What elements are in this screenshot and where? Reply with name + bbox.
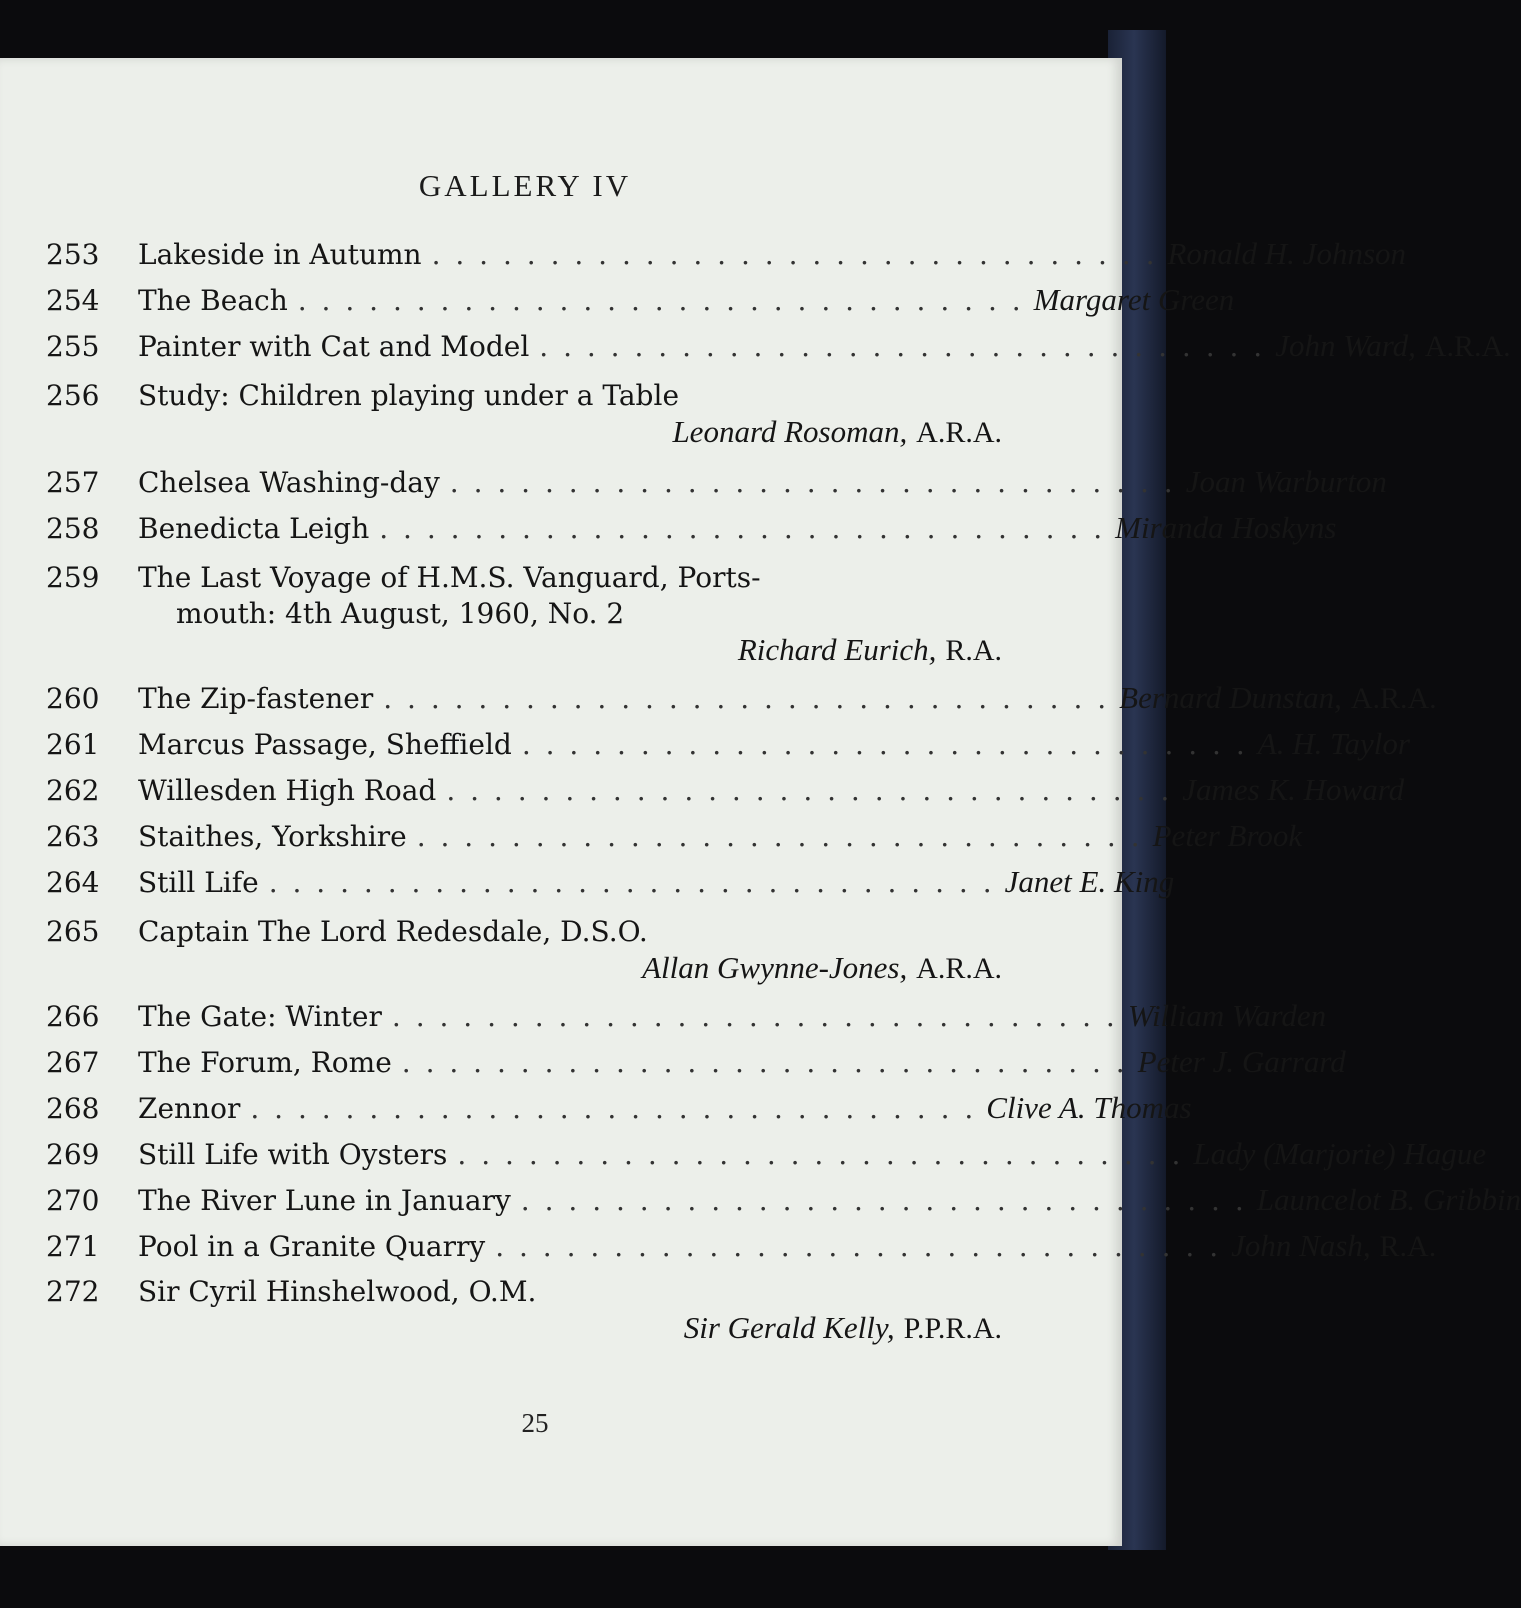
catalogue-entry [46, 378, 1002, 450]
entry-artist: Richard Eurich, [737, 632, 937, 667]
dot-leader: . . . . . . . . . . . . . . . . . . . . . . . . . . . . . . . [446, 774, 1173, 807]
dot-leader: . . . . . . . . . . . . . . . . . . . . . . . . . . . . . . . [521, 728, 1248, 761]
entry-artist: Joan Warburton [1185, 464, 1387, 499]
catalogue-entry [46, 1090, 1192, 1126]
entry-number: 265 [46, 915, 100, 948]
dot-leader: . . . . . . . . . . . . . . . . . . . . . . . . . . . . . . . [431, 238, 1158, 271]
entry-title: Lakeside in Autumn [138, 238, 422, 271]
catalogue-entry [46, 510, 1337, 546]
dot-leader: . . . . . . . . . . . . . . . . . . . . . . . . . . . . . . . [383, 682, 1110, 715]
entry-number: 255 [46, 330, 100, 363]
entry-number: 269 [46, 1138, 100, 1171]
entry-number: 260 [46, 682, 100, 715]
dot-leader: . . . . . . . . . . . . . . . . . . . . . . . . . . . . . . . [449, 466, 1176, 499]
dot-leader: . . . . . . . . . . . . . . . . . . . . . . . . . . . . . . . [250, 1092, 977, 1125]
entry-artist: Leonard Rosoman, [672, 414, 908, 449]
entry-title: Painter with Cat and Model [138, 330, 530, 363]
entry-artist: John Nash, [1231, 1228, 1371, 1263]
entry-title: Sir Cyril Hinshelwood, O.M. [138, 1275, 537, 1308]
entry-number: 261 [46, 728, 100, 761]
entry-number: 253 [46, 238, 100, 271]
dot-leader: . . . . . . . . . . . . . . . . . . . . . . . . . . . . . . . [391, 1000, 1118, 1033]
entry-artist: Miranda Hoskyns [1115, 510, 1337, 545]
entry-title: Pool in a Granite Quarry [138, 1230, 486, 1263]
entry-number: 263 [46, 820, 100, 853]
entry-number: 264 [46, 866, 100, 899]
entry-title: Willesden High Road [138, 774, 437, 807]
entry-honour: A.R.A. [1350, 682, 1437, 715]
entry-number: 268 [46, 1092, 100, 1125]
catalogue-entry [46, 282, 1235, 318]
entry-title: Chelsea Washing-day [138, 466, 440, 499]
catalogue-entry [46, 328, 1511, 364]
dot-leader: . . . . . . . . . . . . . . . . . . . . . . . . . . . . . . . [457, 1138, 1184, 1171]
entry-honour: A.R.A. [1424, 330, 1511, 363]
entry-title: The Forum, Rome [138, 1046, 392, 1079]
entry-title: The Beach [138, 284, 288, 317]
catalogue-entry [46, 1182, 1521, 1218]
catalogue-entry [46, 680, 1437, 716]
entry-artist: Bernard Dunstan, [1119, 680, 1342, 715]
entry-title: Study: Children playing under a Table [138, 379, 680, 412]
catalogue-entry [46, 726, 1410, 762]
dot-leader: . . . . . . . . . . . . . . . . . . . . . . . . . . . . . . . [539, 330, 1266, 363]
entry-number: 270 [46, 1184, 100, 1217]
entry-title: The Gate: Winter [138, 1000, 382, 1033]
entry-artist: A. H. Taylor [1257, 726, 1410, 761]
entry-number: 266 [46, 1000, 100, 1033]
entry-number: 254 [46, 284, 100, 317]
entry-number: 256 [46, 379, 100, 412]
entry-title: The Zip-fastener [138, 682, 374, 715]
dot-leader: . . . . . . . . . . . . . . . . . . . . . . . . . . . . . . . [401, 1046, 1128, 1079]
catalogue-entry [46, 772, 1405, 808]
catalogue-entry [46, 818, 1303, 854]
catalogue-entry [46, 236, 1407, 272]
entry-number: 259 [46, 561, 100, 594]
entry-artist: James K. Howard [1182, 772, 1405, 807]
dot-leader: . . . . . . . . . . . . . . . . . . . . . . . . . . . . . . . [416, 820, 1143, 853]
entry-honour: A.R.A. [916, 416, 1002, 449]
entry-artist: Sir Gerald Kelly, [683, 1310, 895, 1345]
dot-leader: . . . . . . . . . . . . . . . . . . . . . . . . . . . . . . . [297, 284, 1024, 317]
entry-number: 257 [46, 466, 100, 499]
entry-number: 262 [46, 774, 100, 807]
entry-number: 271 [46, 1230, 100, 1263]
catalogue-entry [46, 914, 1002, 986]
catalogue-entry [46, 1228, 1437, 1264]
entry-artist: Allan Gwynne-Jones, [642, 950, 908, 985]
entry-artist: Janet E. King [1004, 864, 1175, 899]
entry-honour: R.A. [1379, 1230, 1437, 1263]
entry-title: Zennor [138, 1092, 241, 1125]
catalogue-entry [46, 560, 1002, 668]
entry-title: Still Life [138, 866, 259, 899]
entry-honour: P.P.R.A. [903, 1312, 1002, 1345]
catalogue-entry [46, 1274, 1002, 1346]
entry-number: 272 [46, 1275, 100, 1308]
entry-artist: Margaret Green [1033, 282, 1235, 317]
entry-artist: Ronald H. Johnson [1167, 236, 1407, 271]
dot-leader: . . . . . . . . . . . . . . . . . . . . . . . . . . . . . . . [268, 866, 995, 899]
entry-artist: Peter J. Garrard [1137, 1044, 1346, 1079]
entry-title: The Last Voyage of H.M.S. Vanguard, Ports- [138, 561, 761, 594]
entry-artist: William Warden [1127, 998, 1327, 1033]
entry-artist: Launcelot B. Gribbin [1256, 1182, 1521, 1217]
entry-artist: Lady (Marjorie) Hague [1193, 1136, 1487, 1171]
entry-title: Still Life with Oysters [138, 1138, 448, 1171]
entry-artist: Peter Brook [1152, 818, 1303, 853]
entry-artist: Clive A. Thomas [986, 1090, 1192, 1125]
gallery-heading: GALLERY IV [418, 168, 632, 203]
entry-number: 258 [46, 512, 100, 545]
catalogue-page [0, 58, 1521, 1546]
page-number: 25 [521, 1408, 549, 1438]
catalogue-entry [46, 1044, 1346, 1080]
entry-honour: R.A. [945, 634, 1002, 667]
catalogue-entry [46, 1136, 1487, 1172]
entry-title: Marcus Passage, Sheffield [138, 728, 512, 761]
catalogue-entry [46, 864, 1175, 900]
entry-artist: John Ward, [1275, 328, 1416, 363]
entry-title: Benedicta Leigh [138, 512, 370, 545]
entry-title: The River Lune in January [138, 1184, 511, 1217]
catalogue-entry [46, 998, 1327, 1034]
entry-title: Captain The Lord Redesdale, D.S.O. [138, 915, 648, 948]
entry-title: Staithes, Yorkshire [138, 820, 407, 853]
dot-leader: . . . . . . . . . . . . . . . . . . . . . . . . . . . . . . . [520, 1184, 1247, 1217]
entry-honour: A.R.A. [916, 952, 1002, 985]
dot-leader: . . . . . . . . . . . . . . . . . . . . . . . . . . . . . . . [495, 1230, 1222, 1263]
entry-title-continued: mouth: 4th August, 1960, No. 2 [176, 597, 625, 630]
dot-leader: . . . . . . . . . . . . . . . . . . . . . . . . . . . . . . . [379, 512, 1106, 545]
entry-number: 267 [46, 1046, 100, 1079]
catalogue-entry [46, 464, 1387, 500]
